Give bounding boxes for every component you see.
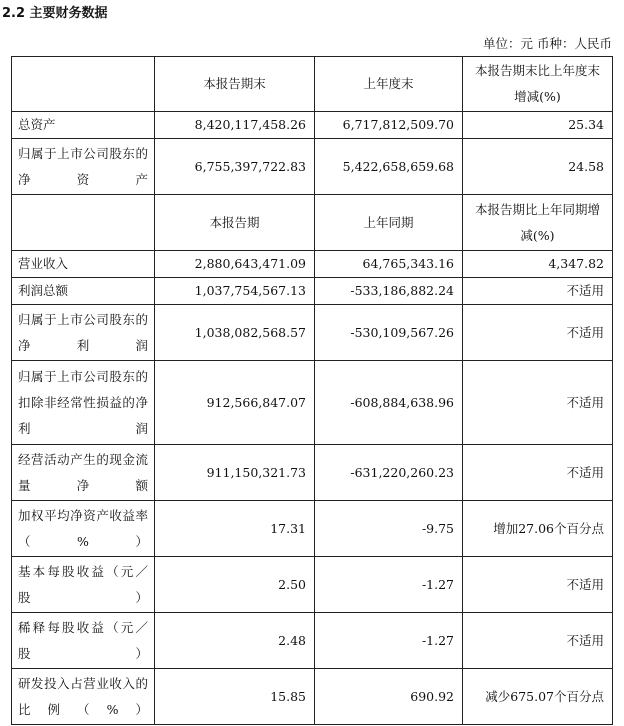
table-row bbox=[12, 361, 613, 445]
row-label: 经营活动产生的现金流量净额 bbox=[12, 445, 155, 501]
value-cell: -9.75 bbox=[315, 501, 463, 557]
change-cell: 24.58 bbox=[463, 139, 613, 195]
table-row bbox=[12, 613, 613, 669]
header-cell: 上年度末 bbox=[315, 57, 463, 112]
change-cell: 不适用 bbox=[463, 445, 613, 501]
value-cell: -533,186,882.24 bbox=[315, 278, 463, 305]
change-cell: 不适用 bbox=[463, 557, 613, 613]
table-row bbox=[12, 251, 613, 278]
row-label: 总资产 bbox=[12, 112, 155, 139]
value-cell: 2.48 bbox=[155, 613, 315, 669]
table-row bbox=[12, 112, 613, 139]
change-cell: 增加27.06个百分点 bbox=[463, 501, 613, 557]
header-cell: 上年同期 bbox=[315, 195, 463, 251]
row-label: 营业收入 bbox=[12, 251, 155, 278]
value-cell: 690.92 bbox=[315, 669, 463, 725]
table-row bbox=[12, 501, 613, 557]
row-label: 归属于上市公司股东的净利润 bbox=[12, 305, 155, 361]
row-label: 归属于上市公司股东的净资产 bbox=[12, 139, 155, 195]
table-row bbox=[12, 278, 613, 305]
value-cell: 2.50 bbox=[155, 557, 315, 613]
change-cell: 不适用 bbox=[463, 613, 613, 669]
table-header-row bbox=[12, 195, 613, 251]
change-cell: 4,347.82 bbox=[463, 251, 613, 278]
value-cell: 2,880,643,471.09 bbox=[155, 251, 315, 278]
header-cell: 本报告期 bbox=[155, 195, 315, 251]
header-cell: 本报告期比上年同期增减(%) bbox=[463, 195, 613, 251]
value-cell: -608,884,638.96 bbox=[315, 361, 463, 445]
change-cell: 减少675.07个百分点 bbox=[463, 669, 613, 725]
value-cell: 8,420,117,458.26 bbox=[155, 112, 315, 139]
table-row bbox=[12, 557, 613, 613]
value-cell: 6,717,812,509.70 bbox=[315, 112, 463, 139]
change-cell: 不适用 bbox=[463, 278, 613, 305]
value-cell: 1,038,082,568.57 bbox=[155, 305, 315, 361]
value-cell: 1,037,754,567.13 bbox=[155, 278, 315, 305]
header-cell: 本报告期末比上年度末增减(%) bbox=[463, 57, 613, 112]
table-header-row bbox=[12, 57, 613, 112]
row-label: 利润总额 bbox=[12, 278, 155, 305]
financial-data-table bbox=[11, 56, 613, 725]
row-label: 归属于上市公司股东的扣除非经常性损益的净利润 bbox=[12, 361, 155, 445]
row-label: 基本每股收益（元／股） bbox=[12, 557, 155, 613]
row-label: 研发投入占营业收入的比例（%） bbox=[12, 669, 155, 725]
value-cell: 5,422,658,659.68 bbox=[315, 139, 463, 195]
value-cell: 64,765,343.16 bbox=[315, 251, 463, 278]
row-label: 加权平均净资产收益率（%） bbox=[12, 501, 155, 557]
row-label: 稀释每股收益（元／股） bbox=[12, 613, 155, 669]
table-row bbox=[12, 445, 613, 501]
value-cell: 911,150,321.73 bbox=[155, 445, 315, 501]
header-blank-cell bbox=[12, 57, 155, 112]
unit-currency-line: 单位：元 币种：人民币 bbox=[483, 36, 612, 51]
value-cell: 912,566,847.07 bbox=[155, 361, 315, 445]
value-cell: -631,220,260.23 bbox=[315, 445, 463, 501]
table-row bbox=[12, 139, 613, 195]
header-blank-cell bbox=[12, 195, 155, 251]
value-cell: -1.27 bbox=[315, 557, 463, 613]
table-row bbox=[12, 669, 613, 725]
value-cell: -1.27 bbox=[315, 613, 463, 669]
value-cell: 15.85 bbox=[155, 669, 315, 725]
value-cell: -530,109,567.26 bbox=[315, 305, 463, 361]
section-title: 2.2 主要财务数据 bbox=[2, 6, 108, 21]
change-cell: 不适用 bbox=[463, 305, 613, 361]
change-cell: 不适用 bbox=[463, 361, 613, 445]
change-cell: 25.34 bbox=[463, 112, 613, 139]
value-cell: 17.31 bbox=[155, 501, 315, 557]
value-cell: 6,755,397,722.83 bbox=[155, 139, 315, 195]
header-cell: 本报告期末 bbox=[155, 57, 315, 112]
table-row bbox=[12, 305, 613, 361]
